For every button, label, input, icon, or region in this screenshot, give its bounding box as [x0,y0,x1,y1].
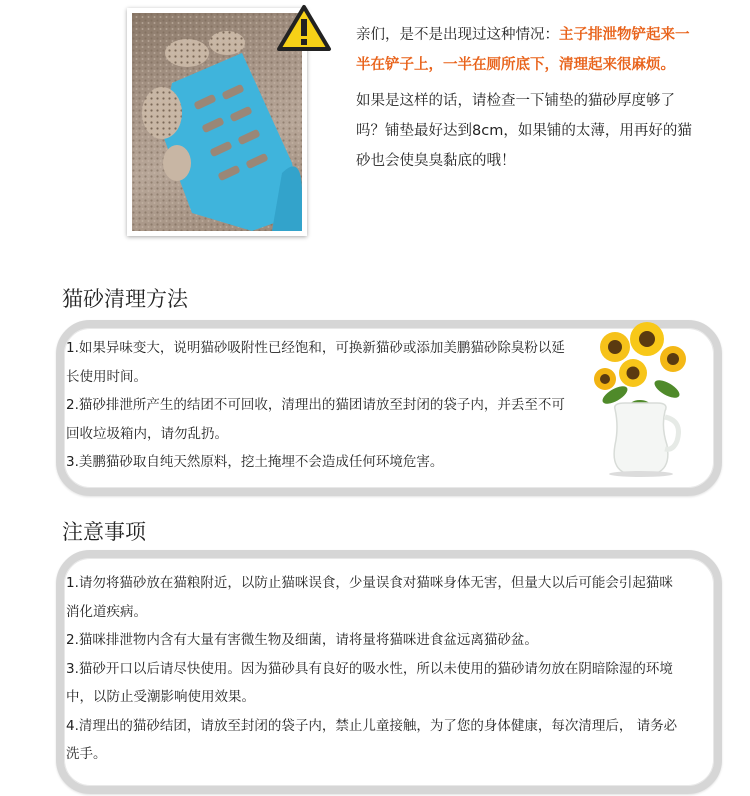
notice-box [56,550,722,794]
notice-list [66,569,684,769]
notice-item-3: 3.猫砂开口以后请尽快使用。因为猫砂具有良好的吸水性，所以未使用的猫砂请勿放在阴暗除湿的环境中，以防止受潮影响使用效果。 [66,660,673,705]
intro-text [356,20,696,176]
intro-line1-highlight: 主子排泄物铲起来一半在铲子上，一半在厕所底下，清理起来很麻烦。 [356,27,690,73]
cleaning-item-1: 1.如果异味变大，说明猫砂吸附性已经饱和，可换新猫砂或添加美鹏猫砂除臭粉以延长使用时间。 [66,340,565,385]
intro-line2: 如果是这样的话，请检查一下铺垫的猫砂厚度够了吗？铺垫最好达到8cm，如果铺的太薄，用再好的猫砂也会使臭臭黏底的哦！ [356,93,692,169]
notice-item-4: 4.清理出的猫砂结团，请放至封闭的袋子内，禁止儿童接触，为了您的身体健康，每次清理后， 请务必洗手。 [66,717,678,762]
cleaning-method-list [66,334,566,477]
warning-icon [276,4,332,52]
notice-item-2: 2.猫咪排泄物内含有大量有害微生物及细菌，请将量将猫咪进食盆远离猫砂盆。 [66,632,538,648]
sunflowers [594,322,686,390]
sunflower-vase-image [585,317,695,477]
section2-title: 注意事项 [62,520,146,544]
intro-line1-prefix: 亲们，是不是出现过这种情况： [356,27,559,43]
cleaning-item-3: 3.美鹏猫砂取自纯天然原料，挖土掩埋不会造成任何环境危害。 [66,454,444,470]
cleaning-item-2: 2.猫砂排泄所产生的结团不可回收，清理出的猫团请放至封闭的袋子内，并丢至不可回收垃圾箱内，请勿乱扔。 [66,397,565,442]
notice-item-1: 1.请勿将猫砂放在猫粮附近，以防止猫咪误食，少量误食对猫咪身体无害，但量大以后可能会引起猫咪消化道疾病。 [66,575,673,620]
section1-title: 猫砂清理方法 [62,287,188,311]
